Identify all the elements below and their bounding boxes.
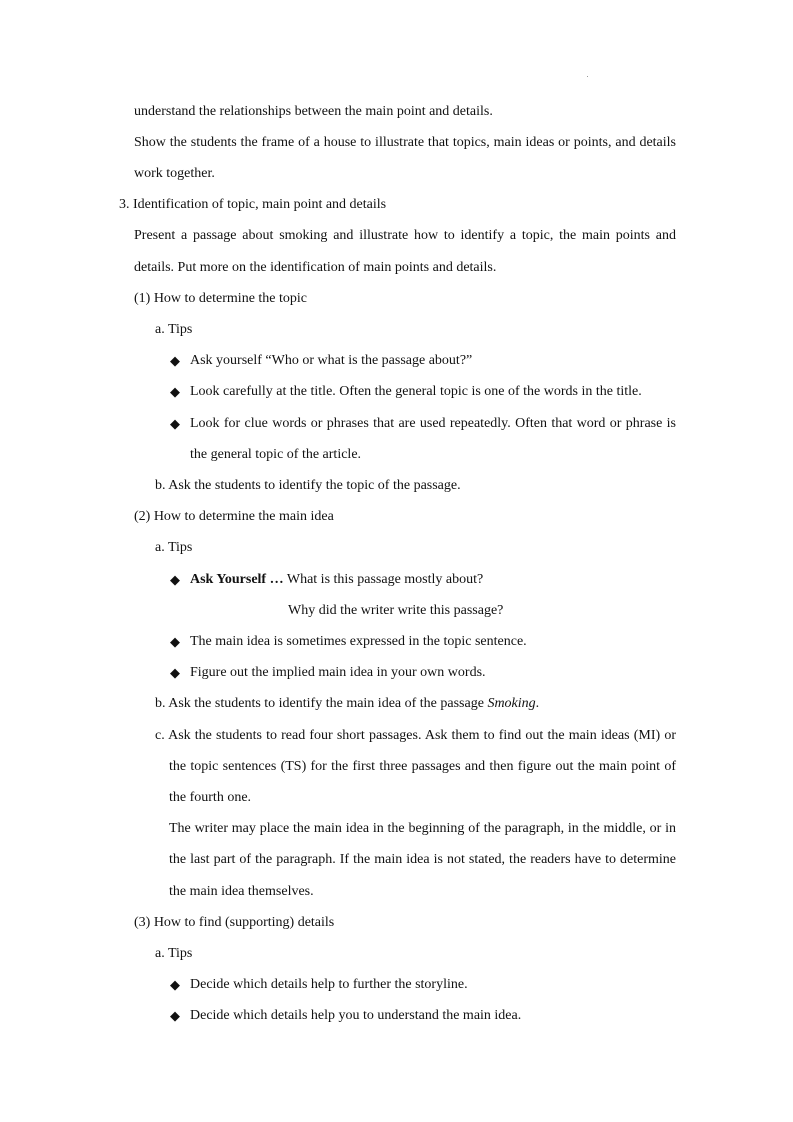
bold-lead: Ask Yourself …	[190, 572, 284, 587]
subsection-heading: (3) How to find (supporting) details	[134, 915, 335, 930]
bullet-item: Look for clue words or phrases that are used repeatedly. Often that word or phrase is	[190, 416, 676, 431]
list-item	[155, 695, 539, 713]
list-item: c. Ask the students to read four short passages. Ask them to find out the main ideas (MI) or	[155, 728, 676, 743]
bullet-item: Figure out the implied main idea in your own words.	[190, 665, 486, 680]
note-paragraph: The writer may place the main idea in the beginning of the paragraph, in the middle, or in	[169, 821, 676, 836]
note-paragraph: the last part of the paragraph. If the main idea is not stated, the readers have to determine	[169, 852, 676, 867]
bullet-item: Ask yourself “Who or what is the passage about?”	[190, 353, 473, 368]
bullet-diamond-icon: ◆	[170, 977, 180, 992]
list-label: a. Tips	[155, 946, 193, 961]
page-mark	[587, 76, 588, 77]
bullet-diamond-icon: ◆	[170, 384, 180, 399]
bullet-item: Look carefully at the title. Often the general topic is one of the words in the title.	[190, 384, 642, 399]
section-heading: 3. Identification of topic, main point and details	[119, 197, 387, 212]
list-item-continuation: the fourth one.	[169, 790, 252, 805]
text-line: understand the relationships between the main point and details.	[134, 104, 493, 119]
bullet-diamond-icon: ◆	[170, 1008, 180, 1023]
bullet-diamond-icon: ◆	[170, 353, 180, 368]
subsection-heading: (1) How to determine the topic	[134, 291, 308, 306]
list-item-text: .	[535, 696, 540, 711]
list-item-continuation: the topic sentences (TS) for the first three passages and then figure out the main point of	[169, 759, 676, 774]
list-label: a. Tips	[155, 540, 193, 555]
text-line: work together.	[134, 166, 215, 181]
bullet-item-continuation: the general topic of the article.	[190, 447, 362, 462]
bullet-item	[190, 571, 483, 589]
text-line: Show the students the frame of a house to illustrate that topics, main ideas or points, and details	[134, 135, 676, 150]
bullet-text: What is this passage mostly about?	[283, 572, 484, 587]
bullet-item: The main idea is sometimes expressed in the topic sentence.	[190, 634, 527, 649]
bullet-diamond-icon: ◆	[170, 572, 180, 587]
list-label: a. Tips	[155, 322, 193, 337]
bullet-item: Decide which details help to further the storyline.	[190, 977, 468, 992]
text-line: details. Put more on the identification of main points and details.	[134, 260, 497, 275]
bullet-diamond-icon: ◆	[170, 665, 180, 680]
list-item-text: b. Ask the students to identify the main idea of the passage	[155, 696, 488, 711]
bullet-item: Decide which details help you to understand the main idea.	[190, 1008, 522, 1023]
bullet-diamond-icon: ◆	[170, 634, 180, 649]
subsection-heading: (2) How to determine the main idea	[134, 509, 334, 524]
text-line: Present a passage about smoking and illustrate how to identify a topic, the main points and	[134, 228, 676, 243]
bullet-item-continuation: Why did the writer write this passage?	[288, 603, 504, 618]
list-item: b. Ask the students to identify the topic of the passage.	[155, 478, 461, 493]
bullet-diamond-icon: ◆	[170, 416, 180, 431]
note-paragraph: the main idea themselves.	[169, 884, 314, 899]
passage-title: Smoking	[487, 696, 536, 711]
